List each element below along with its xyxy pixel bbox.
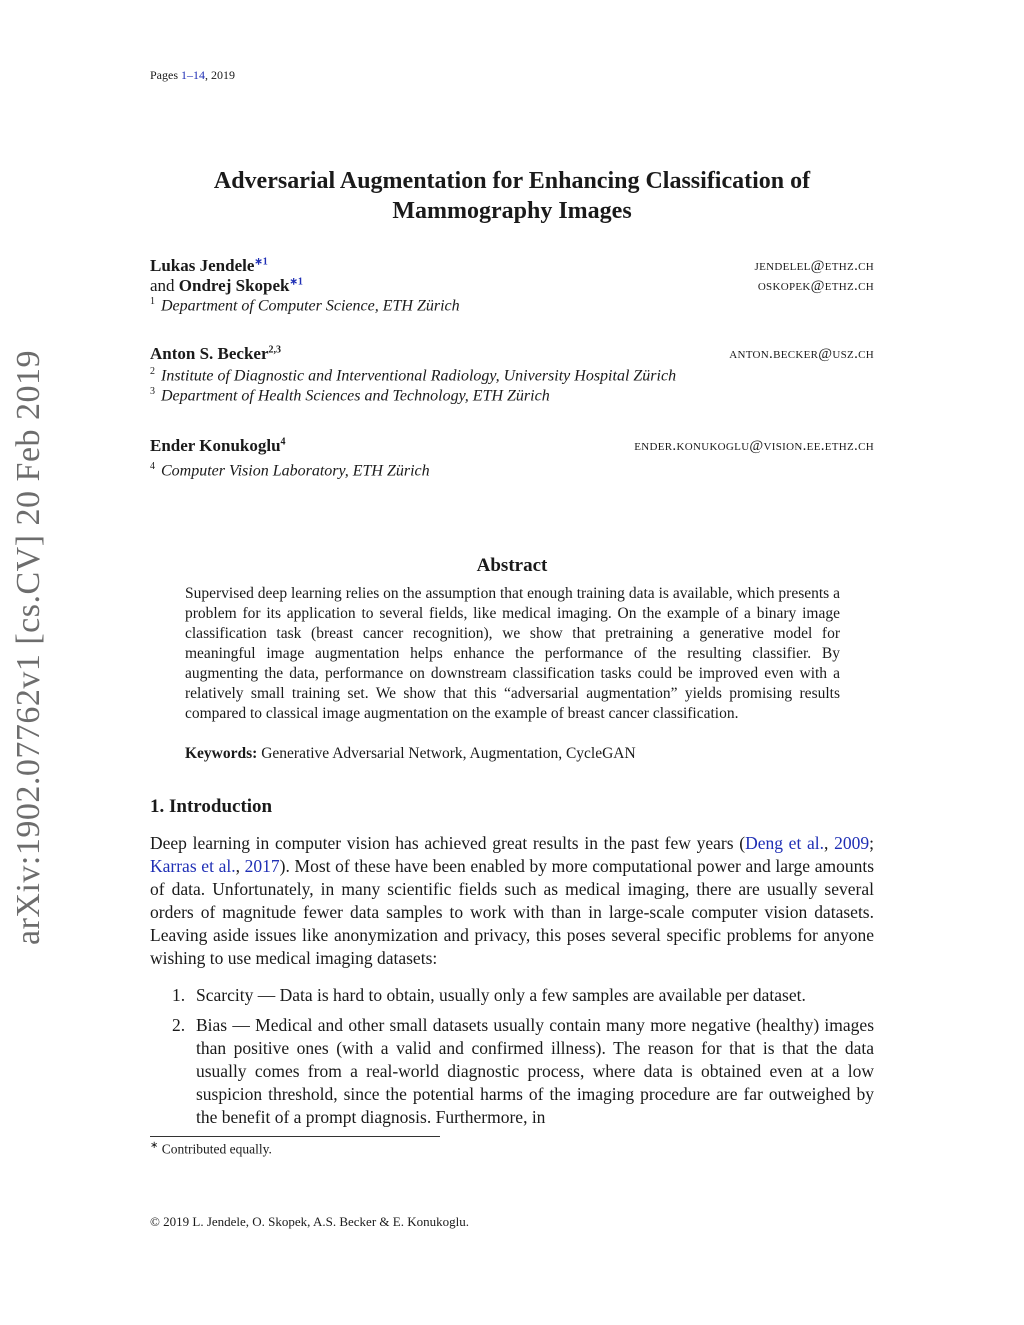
author-row bbox=[150, 344, 874, 364]
affiliation: $^4$ Computer Vision Laboratory, ETH Zürich bbox=[150, 461, 430, 480]
author-name: Ender Konukoglu$^4$ bbox=[150, 436, 286, 455]
title-line-1: Adversarial Augmentation for Enhancing Classification of bbox=[213, 168, 811, 194]
affiliation: $^1$ Department of Computer Science, ETH Zürich bbox=[150, 296, 460, 315]
title-line-2: Mammography Images bbox=[392, 198, 632, 224]
affiliation: $^3$ Department of Health Sciences and Technology, ETH Zürich bbox=[150, 386, 550, 405]
footnote-rule bbox=[150, 1136, 440, 1137]
citation-link[interactable]: 2017 bbox=[244, 856, 280, 876]
running-header bbox=[150, 68, 235, 83]
pages-link[interactable]: 1–14 bbox=[181, 68, 205, 82]
keywords bbox=[185, 745, 840, 763]
citation-link[interactable]: Karras et al. bbox=[150, 856, 236, 876]
author-name: Anton S. Becker$^{2,3}$ bbox=[150, 344, 282, 363]
abstract-heading: Abstract bbox=[476, 555, 548, 576]
author-sup[interactable]: ∗1 bbox=[254, 256, 268, 268]
citation-link[interactable]: 2009 bbox=[834, 833, 870, 853]
author-email: jendelel@ethz.ch bbox=[754, 258, 874, 274]
author-row bbox=[150, 276, 874, 296]
author-email: oskopek@ethz.ch bbox=[757, 278, 874, 294]
header-year: , 2019 bbox=[205, 68, 235, 82]
author-name: Lukas Jendele$^{∗1}$ bbox=[150, 256, 268, 275]
author-row bbox=[150, 256, 874, 276]
section-heading: 1. Introduction bbox=[150, 796, 273, 817]
abstract-body: Supervised deep learning relies on the assumption that enough training data is available, which presents a problem for its application to several fields, like medical imaging. On the example of a binary image classification task (breast cancer recognition), we show that pretraining a generative model for meaningful image augmentation helps enhance the performance of the resulting classifier. By augmenting the data, performance on downstream classification tasks could be improved even with a relatively small training set. We show that this “adversarial augmentation” yields promising results compared to classical image augmentation on the example of breast cancer classification. bbox=[185, 585, 840, 722]
keywords-list: Generative Adversarial Network, Augmentation, CycleGAN bbox=[257, 745, 636, 762]
intro-paragraph: Deep learning in computer vision has achieved great results in the past few years (Deng et al., 2009; Karras et al., 2017). Most of these have been enabled by more computational power and large amounts of data. Unfortunately, in many scientific fields such as medical imaging, there are usually several orders of magnitude fewer data samples to work with than in large-scale computer vision datasets. Leaving aside issues like anonymization and privacy, this poses several specific problems for anyone wishing to use medical imaging datasets: bbox=[150, 833, 875, 968]
author-email: anton.becker@usz.ch bbox=[729, 346, 874, 362]
keywords-label: Keywords: bbox=[185, 745, 258, 762]
arxiv-stamp: arXiv:1902.07762v1 [cs.CV] 20 Feb 2019 bbox=[10, 349, 47, 945]
author-sup: 2,3 bbox=[268, 344, 282, 356]
author-sup: 4 bbox=[280, 436, 286, 448]
author-name: and Ondrej Skopek$^{∗1}$ bbox=[150, 276, 303, 295]
author-sup[interactable]: ∗1 bbox=[289, 276, 303, 288]
copyright: © 2019 L. Jendele, O. Skopek, A.S. Becker & E. Konukoglu. bbox=[150, 1214, 469, 1229]
footnote: ∗ Contributed equally. bbox=[150, 1140, 272, 1157]
header-prefix: Pages bbox=[150, 68, 181, 82]
paper-title bbox=[150, 166, 874, 226]
author-email: ender.konukoglu@vision.ee.ethz.ch bbox=[634, 438, 874, 454]
affiliation: $^2$ Institute of Diagnostic and Interventional Radiology, University Hospital Zürich bbox=[150, 366, 677, 385]
citation-link[interactable]: Deng et al. bbox=[745, 833, 825, 853]
author-row bbox=[150, 436, 874, 456]
